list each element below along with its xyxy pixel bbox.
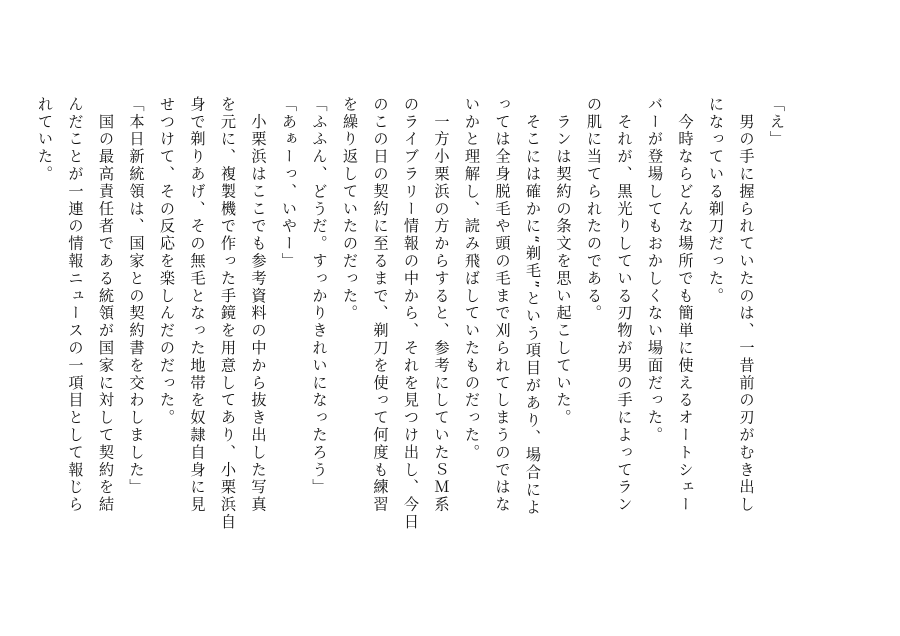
text-line: そこには確かに“剃毛”という項目があり、場合によ [524, 96, 542, 517]
text-line: のライブラリー情報の中から、それを見つけ出し、今日 [402, 96, 420, 531]
text-line: 「え」 [768, 96, 786, 149]
text-line: の肌に当てられたのである。 [585, 96, 603, 323]
vertical-text-block [30, 96, 793, 546]
text-line: んだことが一連の情報ニュースの一項目として報じら [66, 96, 85, 514]
text-line: 小栗浜はここでも参考資料の中から抜き出した写真 [249, 96, 268, 514]
text-line: せつけて、その反応を楽しんだのだった。 [158, 96, 176, 427]
text-line: 「本日新統領は、国家との契約書を交わしました」 [127, 96, 146, 497]
text-line: を繰り返していたのだった。 [341, 96, 359, 323]
text-line: れていた。 [36, 96, 54, 183]
text-line: 今時ならどんな場所でも簡単に使えるオートシェー [676, 96, 695, 514]
text-line: 男の手に握られていたのは、一昔前の刃がむき出し [737, 96, 756, 514]
text-line: 身で剃りあげ、その無毛となった地帯を奴隷自身に見 [188, 96, 207, 514]
text-line: いかと理解し、読み飛ばしていたものだった。 [463, 96, 481, 462]
text-line: っては全身脱毛や頭の毛まで刈られてしまうのではな [493, 96, 512, 514]
text-line: バーが登場してもおかしくない場面だった。 [646, 96, 664, 444]
text-line: ランは契約の条文を思い起こしていた。 [554, 96, 573, 427]
text-line: 「あぁーっ、いやー」 [280, 96, 298, 270]
text-line: になっている剃刀だった。 [707, 96, 725, 305]
text-line: を元に、複製機で作った手鏡を用意してあり、小栗浜自 [219, 96, 237, 531]
text-line: のこの日の契約に至るまで、剃刀を使って何度も練習 [371, 96, 390, 514]
text-line: 一方小栗浜の方からすると、参考にしていたＳＭ系 [432, 96, 451, 514]
text-line: それが、黒光りしている刃物が男の手によってラン [615, 96, 634, 514]
text-line: 国の最高責任者である統領が国家に対して契約を結 [97, 96, 115, 514]
text-line: 「ふふん、どうだ。すっかりきれいになったろう」 [310, 96, 329, 497]
